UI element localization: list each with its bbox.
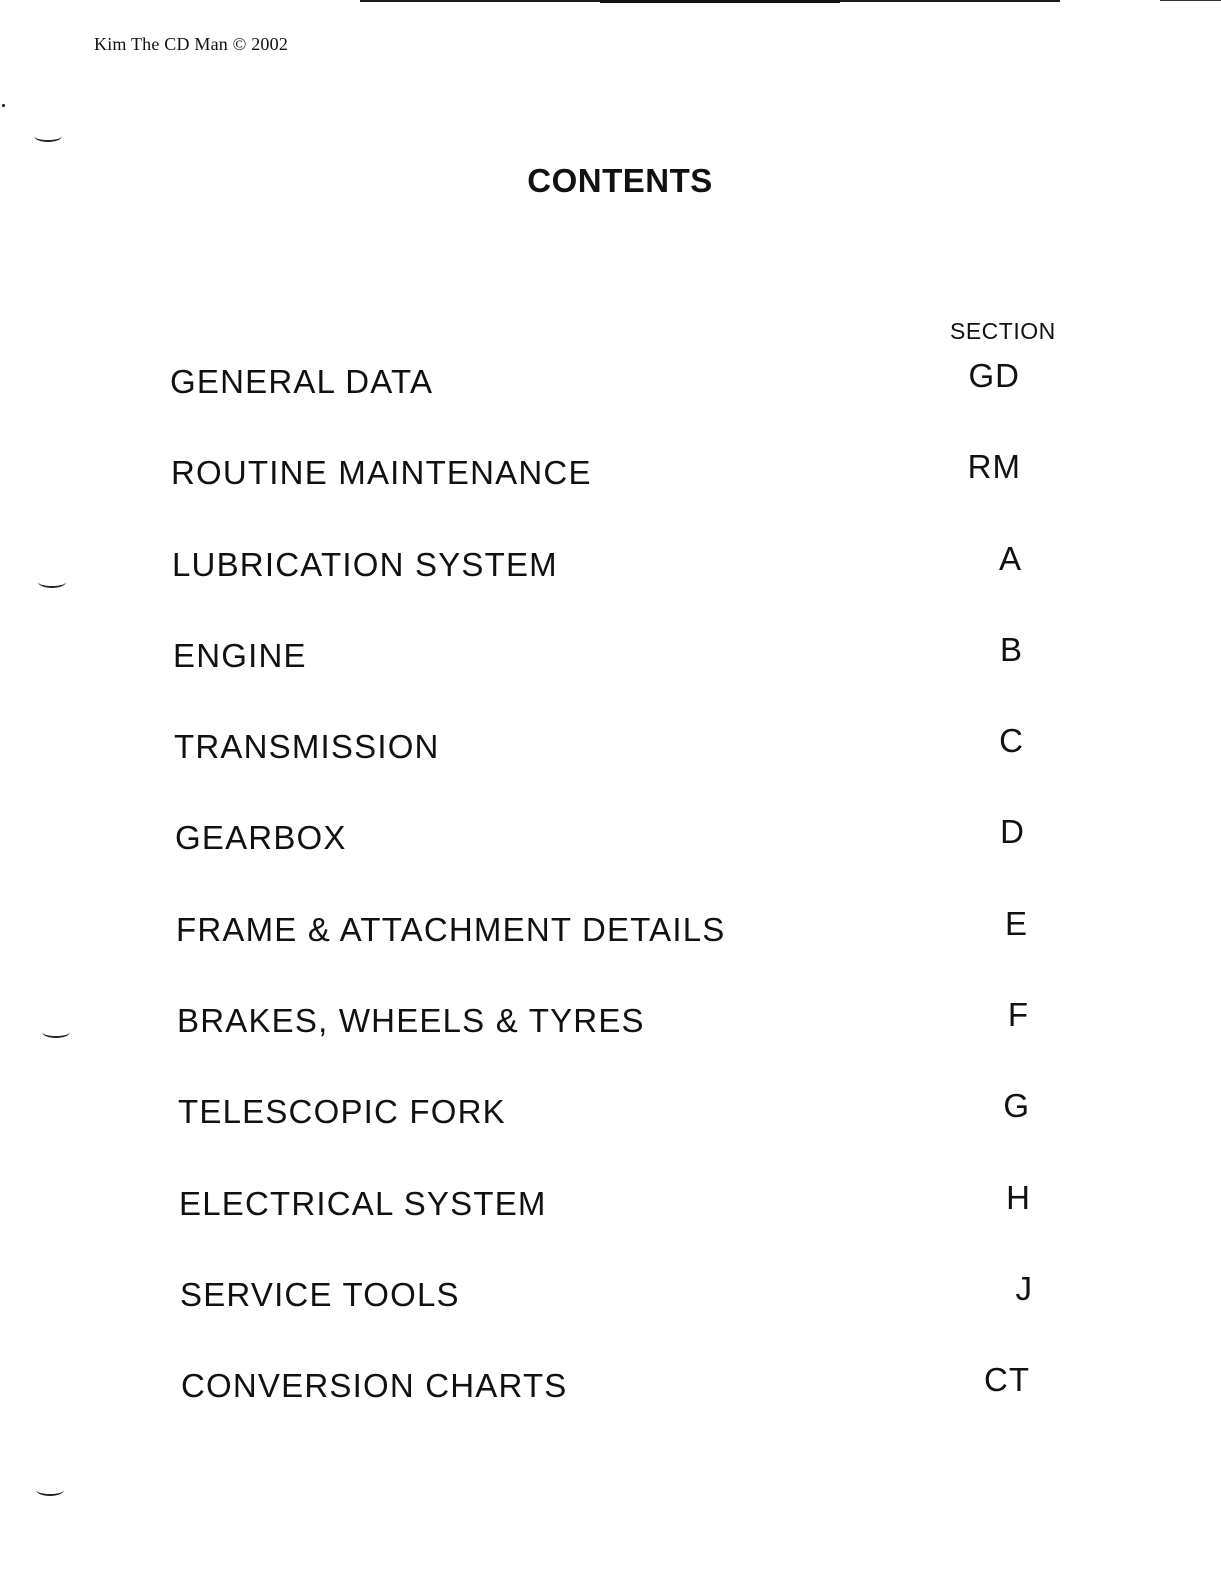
scan-top-rule-thick	[600, 0, 840, 3]
entry-title: SERVICE TOOLS	[180, 1275, 460, 1313]
section-column-header: SECTION	[950, 318, 1056, 344]
entry-section-code: C	[999, 722, 1024, 760]
entry-section-code: E	[1004, 904, 1028, 942]
entry-section-code: H	[1006, 1178, 1031, 1216]
entry-title: GENERAL DATA	[170, 363, 434, 400]
contents-entry	[0, 720, 1221, 811]
contents-entry	[0, 446, 1221, 537]
entry-title: TELESCOPIC FORK	[178, 1093, 506, 1131]
entry-title: CONVERSION CHARTS	[181, 1367, 568, 1405]
entry-section-code: A	[998, 539, 1022, 577]
contents-entry	[0, 629, 1221, 720]
entry-section-code: J	[1015, 1269, 1033, 1307]
scan-dot	[2, 104, 5, 107]
page-title: CONTENTS	[527, 162, 713, 199]
entry-title: TRANSMISSION	[174, 728, 440, 766]
entry-title: FRAME & ATTACHMENT DETAILS	[176, 910, 726, 948]
entry-title: BRAKES, WHEELS & TYRES	[177, 1002, 645, 1040]
copyright-notice: Kim The CD Man © 2002	[94, 34, 289, 54]
contents-entry	[0, 1359, 1221, 1450]
contents-entry	[0, 903, 1221, 994]
binder-hole-mark	[36, 1484, 64, 1496]
entry-title: ELECTRICAL SYSTEM	[179, 1184, 547, 1222]
entry-title: LUBRICATION SYSTEM	[172, 545, 558, 583]
entry-section-code: GD	[968, 357, 1020, 394]
contents-list	[0, 355, 1221, 1451]
scan-top-rule-right	[1160, 0, 1221, 1]
contents-entry	[0, 1177, 1221, 1268]
contents-entry	[0, 1085, 1221, 1176]
contents-entry	[0, 811, 1221, 902]
binder-hole-mark	[34, 130, 62, 142]
entry-section-code: G	[1003, 1087, 1030, 1125]
contents-entry	[0, 994, 1221, 1085]
contents-entry	[0, 1268, 1221, 1359]
entry-title: ENGINE	[173, 636, 307, 674]
contents-entry	[0, 538, 1221, 629]
contents-entry	[0, 355, 1221, 446]
entry-section-code: CT	[984, 1361, 1030, 1399]
entry-section-code: B	[999, 630, 1023, 668]
entry-section-code: D	[1000, 813, 1025, 851]
entry-section-code: RM	[967, 448, 1021, 486]
entry-title: GEARBOX	[175, 819, 347, 857]
entry-title: ROUTINE MAINTENANCE	[171, 454, 592, 492]
entry-section-code: F	[1007, 996, 1029, 1034]
